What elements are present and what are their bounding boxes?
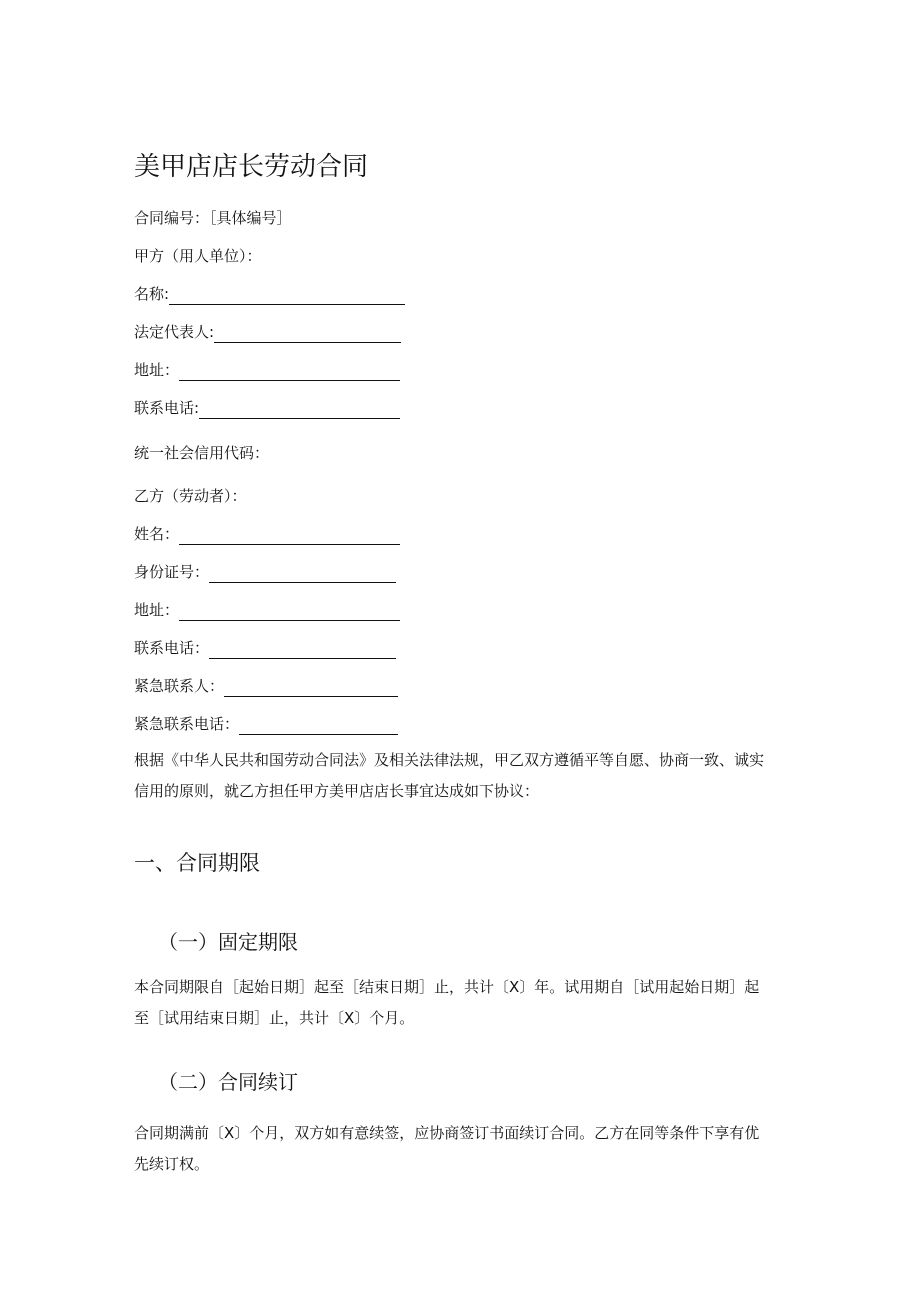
party-a-address-blank: [179, 362, 400, 381]
party-a-phone-row: [134, 395, 400, 419]
party-a-heading: 甲方（用人单位）：: [134, 247, 262, 265]
party-b-phone-row: [134, 635, 396, 659]
party-b-id-blank: [209, 564, 396, 583]
party-a-credit-code: 统一社会信用代码：: [134, 444, 270, 462]
party-a-address-row: [134, 357, 400, 381]
party-a-legal-rep-row: [134, 319, 401, 343]
party-b-address-blank: [179, 602, 400, 621]
document-title: 美甲店店长劳动合同: [134, 152, 369, 182]
party-b-phone-label: 联系电话：: [134, 639, 210, 657]
section-1-heading: 一、合同期限: [134, 851, 260, 875]
party-a-address-label: 地址：: [134, 361, 180, 379]
party-a-phone-blank: [199, 400, 400, 419]
subsection-1-heading: （一）固定期限: [158, 930, 298, 954]
contract-number: 合同编号：［具体编号］: [134, 209, 292, 227]
party-a-name-blank: [169, 286, 405, 305]
party-b-emergency-phone-row: [134, 711, 398, 735]
party-a-legal-rep-label: 法定代表人:: [134, 323, 215, 341]
party-b-id-row: [134, 559, 396, 583]
party-b-address-label: 地址：: [134, 601, 180, 619]
party-b-name-row: [134, 521, 400, 545]
party-a-name-row: [134, 281, 405, 305]
subsection-2-heading: （二）合同续订: [158, 1070, 298, 1094]
party-b-emergency-contact-blank: [224, 678, 398, 697]
party-a-legal-rep-blank: [214, 324, 401, 343]
party-b-id-label: 身份证号：: [134, 563, 210, 581]
party-b-heading: 乙方（劳动者）：: [134, 487, 247, 505]
party-b-emergency-contact-label: 紧急联系人：: [134, 677, 225, 695]
party-b-name-blank: [179, 526, 400, 545]
subsection-2-paragraph: 合同期满前〔X〕个月，双方如有意续签，应协商签订书面续订合同。乙方在同等条件下享有优先续订权。: [134, 1124, 760, 1173]
preamble-paragraph: 根据《中华人民共和国劳动合同法》及相关法律法规，甲乙双方遵循平等自愿、协商一致、诚实信用的原则，就乙方担任甲方美甲店店长事宜达成如下协议：: [134, 751, 765, 800]
party-b-emergency-phone-blank: [239, 716, 398, 735]
party-a-phone-label: 联系电话:: [134, 399, 200, 417]
party-a-name-label: 名称:: [134, 285, 170, 303]
party-b-emergency-phone-label: 紧急联系电话：: [134, 715, 240, 733]
subsection-1-paragraph: 本合同期限自［起始日期］起至［结束日期］止，共计〔X〕年。试用期自［试用起始日期］起至［试用结束日期］止，共计〔X〕个月。: [134, 978, 760, 1027]
party-b-address-row: [134, 597, 400, 621]
party-b-emergency-contact-row: [134, 673, 398, 697]
party-b-phone-blank: [209, 640, 396, 659]
party-b-name-label: 姓名：: [134, 525, 180, 543]
